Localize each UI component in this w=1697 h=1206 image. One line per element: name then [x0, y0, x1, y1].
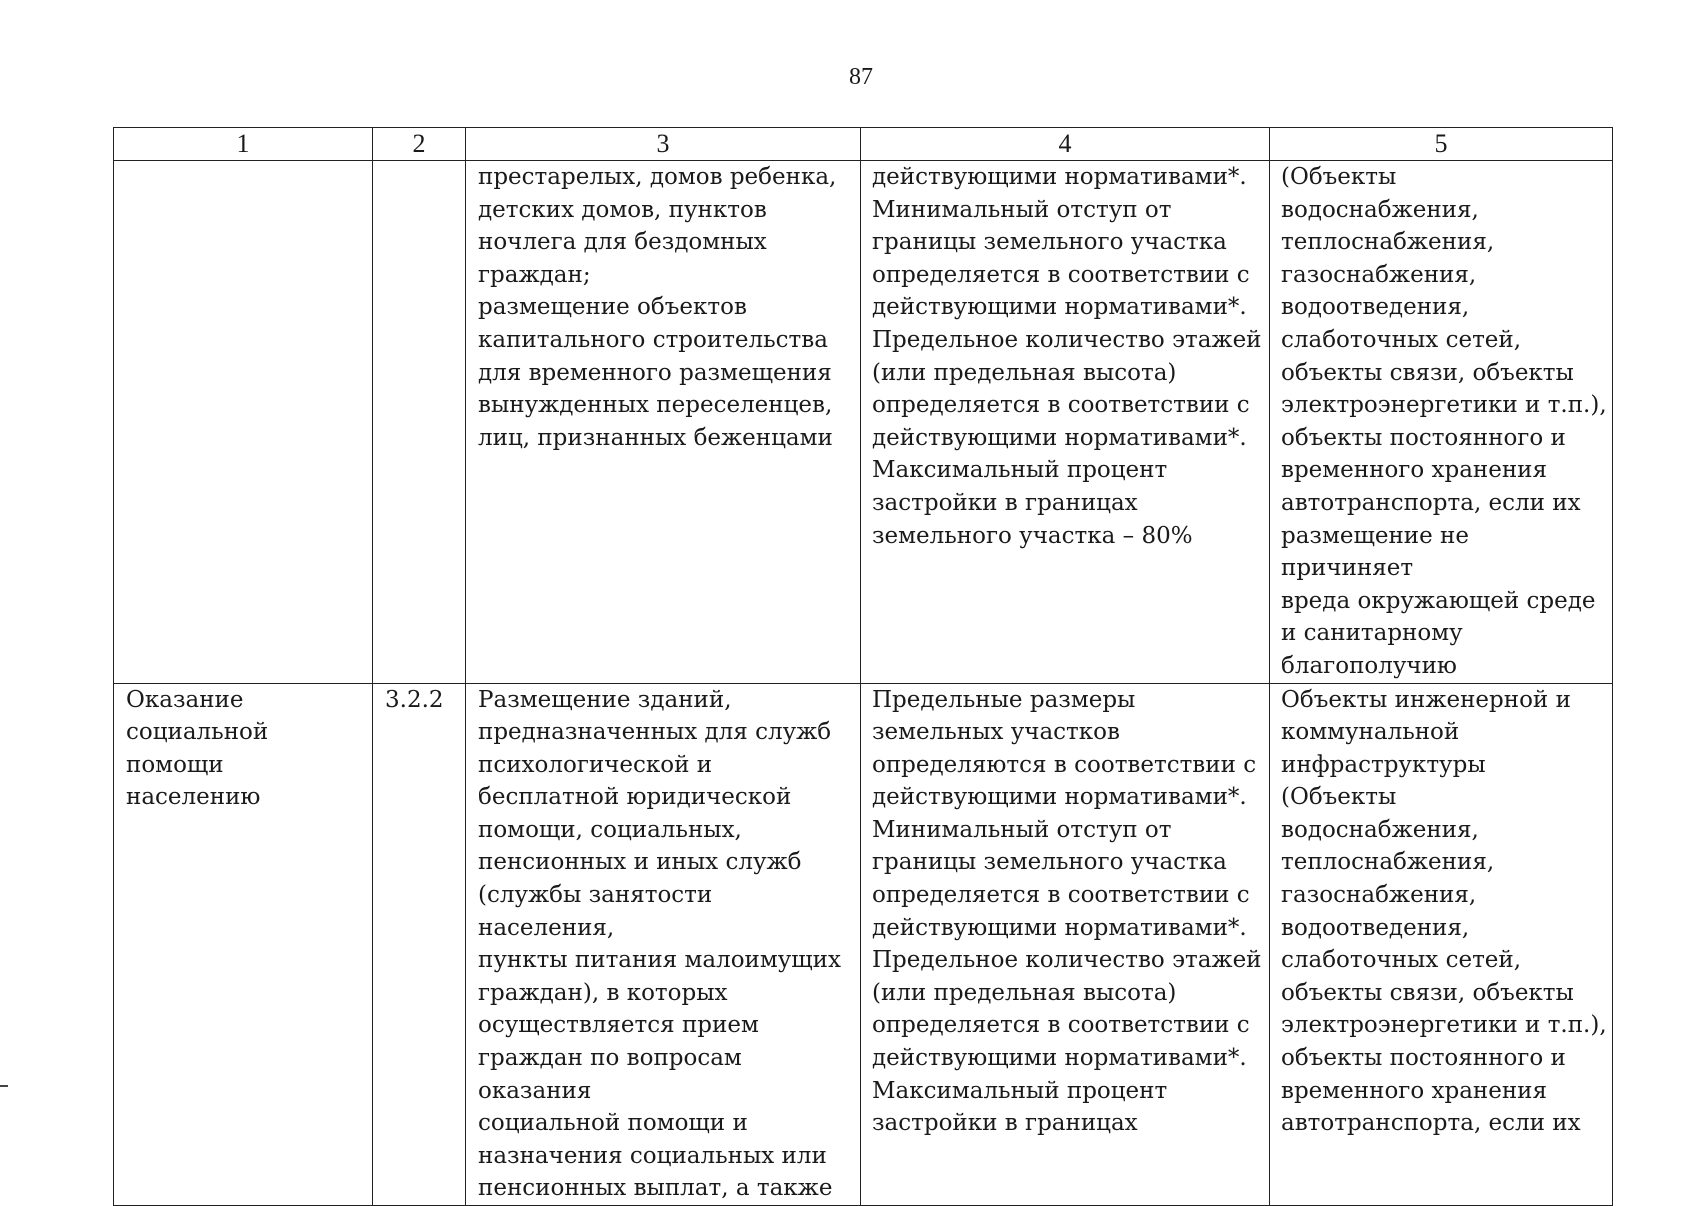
auxiliary-uses-cell: (Объекты водоснабжения, теплоснабжения, газоснабжения, водоотведения, слаботочных сетей, объекты связи, объекты электроэнергетики и т.п.), объекты постоянного и временного хранения автотранспорта, если их размещение не причиняет вреда окружающей среде и санитарному благополучию — [1270, 161, 1613, 684]
auxiliary-uses-cell: Объекты инженерной и коммунальной инфраструктуры (Объекты водоснабжения, теплоснабжения, газоснабжения, водоотведения, слаботочных сетей, объекты связи, объекты электроэнергетики и т.п.), объекты постоянного и временного хранения автотранспорта, если их — [1270, 683, 1613, 1206]
parameters-cell: действующими нормативами*. Минимальный отступ от границы земельного участка определяется в соответствии с действующими нормативами*. Предельное количество этажей (или предельная высота) определяется в соответствии с действующими нормативами*. Максимальный процент застройки в границах земельного участка – 80% — [861, 161, 1270, 684]
use-code-cell — [373, 161, 466, 684]
table-row — [114, 161, 1613, 684]
column-number-2: 2 — [373, 128, 466, 161]
use-code-cell: 3.2.2 — [373, 683, 466, 1206]
page-number: 87 — [849, 64, 873, 90]
column-number-3: 3 — [466, 128, 861, 161]
table-row — [114, 683, 1613, 1206]
use-name-cell: Оказание социальной помощи населению — [114, 683, 373, 1206]
parameters-cell: Предельные размеры земельных участков определяются в соответствии с действующими нормативами*. Минимальный отступ от границы земельного участка определяется в соответствии с действующими нормативами*. Предельное количество этажей (или предельная высота) определяется в соответствии с действующими нормативами*. Максимальный процент застройки в границах — [861, 683, 1270, 1206]
table-header-row — [114, 128, 1613, 161]
column-number-5: 5 — [1270, 128, 1613, 161]
use-description-cell: Размещение зданий, предназначенных для служб психологической и бесплатной юридической помощи, социальных, пенсионных и иных служб (службы занятости населения, пункты питания малоимущих граждан), в которых осуществляется прием граждан по вопросам оказания социальной помощи и назначения социальных или пенсионных выплат, а также — [466, 683, 861, 1206]
column-number-4: 4 — [861, 128, 1270, 161]
zoning-table — [113, 127, 1613, 1206]
use-description-cell: престарелых, домов ребенка, детских домов, пунктов ночлега для бездомных граждан; размещение объектов капитального строительства для временного размещения вынужденных переселенцев, лиц, признанных беженцами — [466, 161, 861, 684]
margin-mark — [0, 1085, 8, 1087]
use-name-cell — [114, 161, 373, 684]
column-number-1: 1 — [114, 128, 373, 161]
